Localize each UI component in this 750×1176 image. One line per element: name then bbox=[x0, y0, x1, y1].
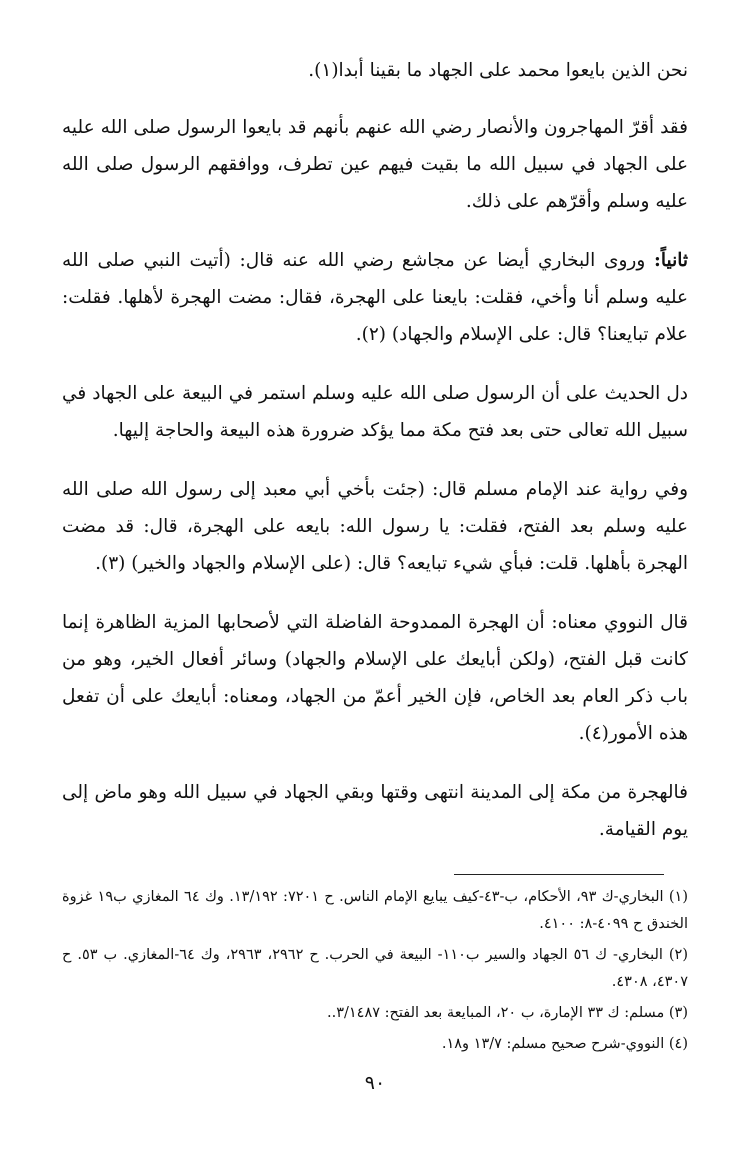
footnote-4: (٤) النووي-شرح صحيح مسلم: ١٣/٧ و١٨. bbox=[441, 1036, 688, 1052]
paragraph-muhajirun: فقد أقرّ المهاجرون والأنصار رضي الله عنهم بأنهم قد بايعوا الرسول صلى الله عليه على الجهاد في سبيل الله ما بقيت فيهم عين تطرف، ووافقهم الرسول صلى الله عليه وسلم وأقرّهم على ذلك. bbox=[62, 117, 688, 212]
footnote-2: (٢) البخاري- ك ٥٦ الجهاد والسير ب١١٠- البيعة في الحرب. ح ٢٩٦٢، ٢٩٦٣، وك ٦٤-المغازي. ب ٥٣. ح ٤٣٠٧، ٤٣٠٨. bbox=[62, 947, 689, 990]
footnote-3: (٣) مسلم: ك ٣٣ الإمارة، ب ٢٠، المبايعة بعد الفتح: ٣/١٤٨٧.. bbox=[327, 1005, 688, 1021]
main-text bbox=[62, 52, 688, 870]
paragraph-muslim-narration: وفي رواية عند الإمام مسلم قال: (جئت بأخي أبي معبد إلى رسول الله صلى الله عليه وسلم بعد الفتح، فقلت: يا رسول الله: بايعه على الهجرة، قال: قد مضت الهجرة بأهلها. قلت: فبأي شيء تبايعه؟ قال: (على الإسلام والجهاد والخير) (٣). bbox=[62, 479, 688, 574]
paragraph-opening: نحن الذين بايعوا محمد على الجهاد ما بقينا أبدا(١). bbox=[308, 60, 688, 81]
paragraph-conclusion: فالهجرة من مكة إلى المدينة انتهى وقتها وبقي الجهاد في سبيل الله وهو ماض إلى يوم القيامة. bbox=[62, 782, 688, 840]
footnote-1: (١) البخاري-ك ٩٣، الأحكام، ب-٤٣-كيف يبايع الإمام الناس. ح ٧٢٠١: ١٣/١٩٢. وك ٦٤ المغازي ب١٩ غزوة الخندق ح ٤٠٩٩-٨: ٤١٠٠. bbox=[62, 889, 688, 932]
footnote-separator bbox=[454, 874, 664, 875]
paragraph-second-hadith: ثانياً: وروى البخاري أيضا عن مجاشع رضي الله عنه قال: (أتيت النبي صلى الله عليه وسلم أنا وأخي، فقلت: بايعنا على الهجرة، فقال: مضت الهجرة لأهلها. فقلت: علام تبايعنا؟ قال: على الإسلام والجهاد) (٢). bbox=[62, 250, 688, 345]
paragraph-hadith-meaning: دل الحديث على أن الرسول صلى الله عليه وسلم استمر في البيعة على الجهاد في سبيل الله تعالى حتى بعد فتح مكة مما يؤكد ضرورة هذه البيعة والحاجة إليها. bbox=[62, 383, 688, 441]
paragraph-nawawi-commentary: قال النووي معناه: أن الهجرة الممدوحة الفاضلة التي لأصحابها المزية الظاهرة إنما كانت قبل الفتح، (ولكن أبايعك على الإسلام والجهاد) وسائر أفعال الخير، وهو من باب ذكر العام بعد الخاص، فإن الخير أعمّ من الجهاد، ومعناه: أبايعك على أن تفعل هذه الأمور(٤). bbox=[62, 612, 688, 744]
page-number: ٩٠ bbox=[364, 1072, 386, 1094]
footnotes bbox=[62, 884, 688, 1062]
paragraph-lead-word: ثانياً: bbox=[654, 250, 688, 271]
